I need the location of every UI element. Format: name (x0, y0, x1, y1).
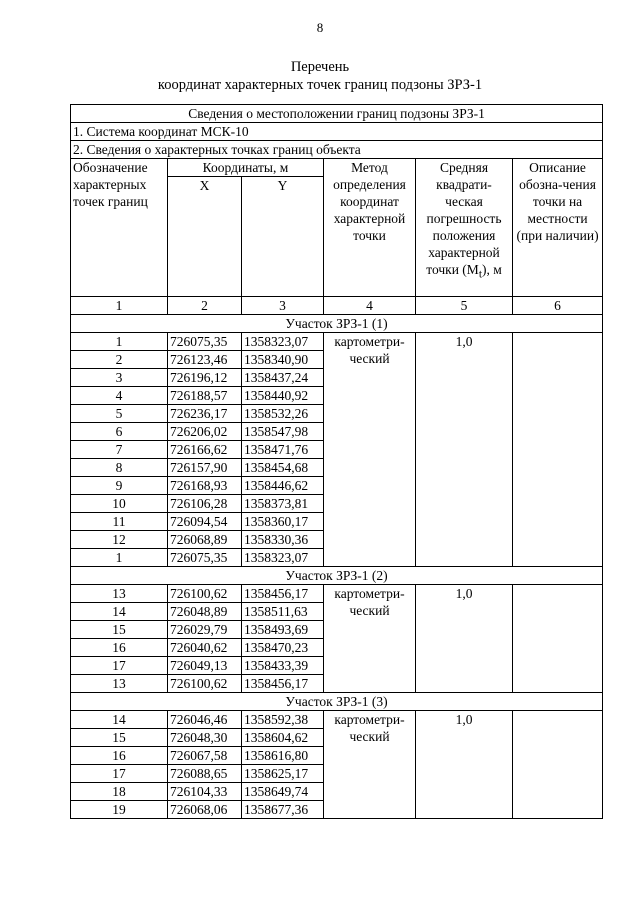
point-number: 14 (71, 603, 168, 621)
coord-y: 1358323,07 (242, 333, 324, 351)
point-number: 10 (71, 495, 168, 513)
header-error (416, 159, 513, 297)
point-number: 5 (71, 405, 168, 423)
coord-x: 726075,35 (168, 333, 242, 351)
header-method: Метод определения координат характерной точки (324, 159, 416, 297)
description-cell (513, 333, 603, 567)
column-number: 5 (416, 297, 513, 315)
coord-x: 726029,79 (168, 621, 242, 639)
table-row (71, 333, 603, 351)
point-number: 13 (71, 585, 168, 603)
point-number: 6 (71, 423, 168, 441)
method-cell: картометри-ческий (324, 333, 416, 567)
description-cell (513, 711, 603, 819)
point-number: 1 (71, 333, 168, 351)
coord-x: 726168,93 (168, 477, 242, 495)
point-number: 17 (71, 765, 168, 783)
coord-x: 726068,06 (168, 801, 242, 819)
coordinates-table (70, 104, 603, 819)
coord-y: 1358437,24 (242, 369, 324, 387)
header-point: Обозначение характерных точек границ (71, 159, 168, 297)
coord-y: 1358433,39 (242, 657, 324, 675)
column-numbers-row (71, 297, 603, 315)
coord-x: 726100,62 (168, 675, 242, 693)
coord-y: 1358677,36 (242, 801, 324, 819)
column-number: 6 (513, 297, 603, 315)
coord-y: 1358604,62 (242, 729, 324, 747)
coord-x: 726049,13 (168, 657, 242, 675)
table-row (71, 585, 603, 603)
method-cell: картометри-ческий (324, 711, 416, 819)
coord-y: 1358440,92 (242, 387, 324, 405)
coord-x: 726188,57 (168, 387, 242, 405)
document-title (0, 58, 640, 94)
coord-y: 1358360,17 (242, 513, 324, 531)
point-number: 11 (71, 513, 168, 531)
header-error-text: Средняя квадрати-ческая погрешность положения характерной точки $(M_t)$, м (426, 160, 502, 281)
coord-x: 726106,28 (168, 495, 242, 513)
title-line-2: координат характерных точек границ подзоны ЗРЗ-1 (157, 77, 483, 93)
coord-y: 1358511,63 (242, 603, 324, 621)
coord-x: 726067,58 (168, 747, 242, 765)
point-number: 9 (71, 477, 168, 495)
coord-y: 1358456,17 (242, 675, 324, 693)
coord-y: 1358532,26 (242, 405, 324, 423)
coord-y: 1358493,69 (242, 621, 324, 639)
coord-y: 1358592,38 (242, 711, 324, 729)
point-number: 1 (71, 549, 168, 567)
coord-y: 1358373,81 (242, 495, 324, 513)
coord-y: 1358471,76 (242, 441, 324, 459)
point-number: 12 (71, 531, 168, 549)
description-cell (513, 585, 603, 693)
coord-y: 1358323,07 (242, 549, 324, 567)
coord-x: 726166,62 (168, 441, 242, 459)
coord-y: 1358456,17 (242, 585, 324, 603)
point-number: 17 (71, 657, 168, 675)
section-title-row (71, 693, 603, 711)
coord-x: 726048,89 (168, 603, 242, 621)
error-cell: 1,0 (416, 585, 513, 693)
coord-y: 1358330,36 (242, 531, 324, 549)
coordinate-system: 1. Система координат МСК-10 (71, 123, 603, 141)
coord-y: 1358547,98 (242, 423, 324, 441)
section-title: Участок ЗРЗ-1 (2) (71, 567, 603, 585)
section-title-row (71, 567, 603, 585)
coord-y: 1358625,17 (242, 765, 324, 783)
error-cell: 1,0 (416, 711, 513, 819)
coord-x: 726040,62 (168, 639, 242, 657)
coord-x: 726094,54 (168, 513, 242, 531)
coord-x: 726048,30 (168, 729, 242, 747)
column-number: 3 (242, 297, 324, 315)
coord-x: 726196,12 (168, 369, 242, 387)
header-coordinates: Координаты, м (168, 159, 324, 177)
point-number: 3 (71, 369, 168, 387)
header-y: Y (242, 177, 324, 297)
point-number: 8 (71, 459, 168, 477)
coord-x: 726100,62 (168, 585, 242, 603)
coord-y: 1358649,74 (242, 783, 324, 801)
header-x: X (168, 177, 242, 297)
point-number: 15 (71, 621, 168, 639)
method-cell: картометри-ческий (324, 585, 416, 693)
point-number: 15 (71, 729, 168, 747)
point-number: 18 (71, 783, 168, 801)
coord-x: 726075,35 (168, 549, 242, 567)
coord-y: 1358454,68 (242, 459, 324, 477)
coord-x: 726206,02 (168, 423, 242, 441)
coord-y: 1358470,23 (242, 639, 324, 657)
coord-x: 726157,90 (168, 459, 242, 477)
column-number: 4 (324, 297, 416, 315)
point-number: 19 (71, 801, 168, 819)
section-title: Участок ЗРЗ-1 (3) (71, 693, 603, 711)
table-caption: Сведения о местоположении границ подзоны ЗРЗ-1 (71, 105, 603, 123)
coord-x: 726123,46 (168, 351, 242, 369)
point-number: 2 (71, 351, 168, 369)
error-cell: 1,0 (416, 333, 513, 567)
coord-x: 726046,46 (168, 711, 242, 729)
points-info-heading: 2. Сведения о характерных точках границ объекта (71, 141, 603, 159)
section-title: Участок ЗРЗ-1 (1) (71, 315, 603, 333)
column-number: 1 (71, 297, 168, 315)
coord-x: 726236,17 (168, 405, 242, 423)
point-number: 14 (71, 711, 168, 729)
header-description: Описание обозна-чения точки на местности (при наличии) (513, 159, 603, 297)
coord-x: 726068,89 (168, 531, 242, 549)
coord-x: 726088,65 (168, 765, 242, 783)
point-number: 16 (71, 747, 168, 765)
point-number: 16 (71, 639, 168, 657)
point-number: 13 (71, 675, 168, 693)
coord-y: 1358340,90 (242, 351, 324, 369)
coord-y: 1358616,80 (242, 747, 324, 765)
coord-y: 1358446,62 (242, 477, 324, 495)
coord-x: 726104,33 (168, 783, 242, 801)
section-title-row (71, 315, 603, 333)
title-line-1: Перечень (290, 59, 350, 75)
page-number: 8 (316, 20, 324, 35)
column-number: 2 (168, 297, 242, 315)
point-number: 7 (71, 441, 168, 459)
point-number: 4 (71, 387, 168, 405)
table-row (71, 711, 603, 729)
